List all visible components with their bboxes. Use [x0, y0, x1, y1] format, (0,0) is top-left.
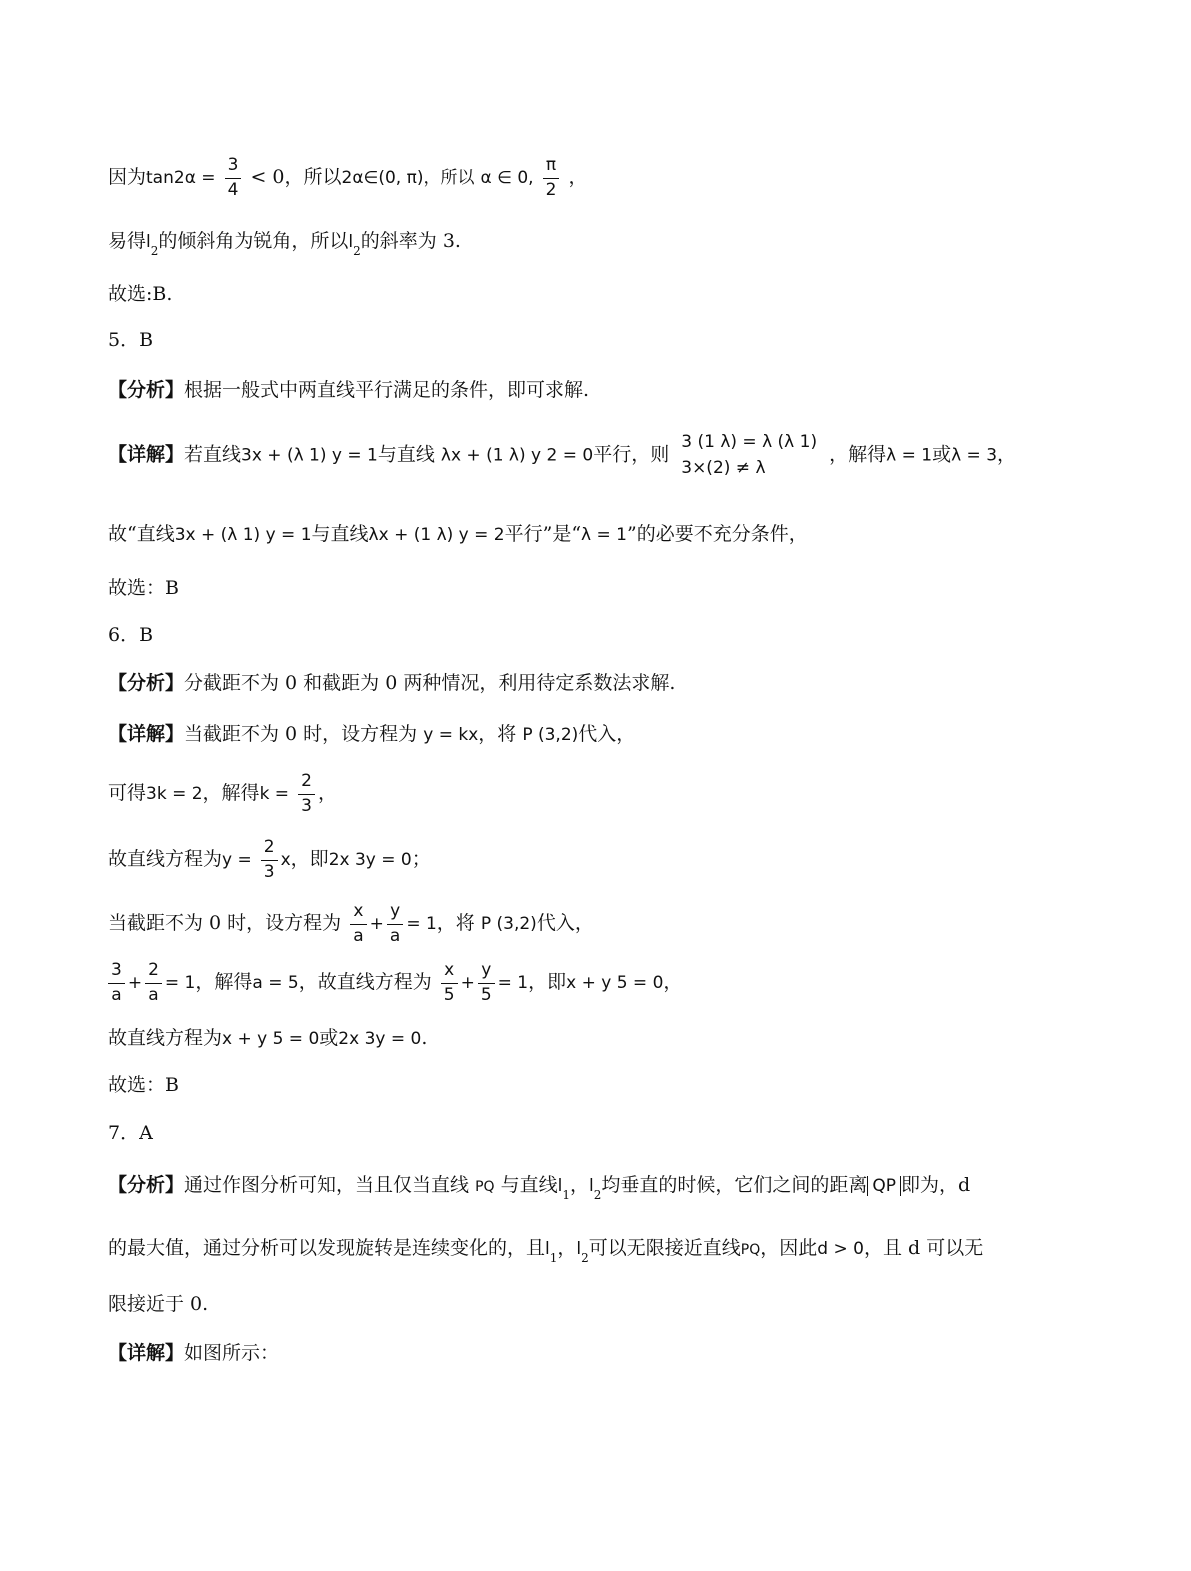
analysis-line [108, 1176, 970, 1201]
text: ，故直线方程为 [298, 971, 432, 994]
text: ，即 [528, 971, 567, 994]
section-tag: 【分析】 [108, 672, 185, 694]
text: 或 [319, 1027, 339, 1049]
answer-line: 故选:B. [108, 283, 173, 305]
text: ，即 [290, 848, 329, 871]
subscript: 1 [562, 1188, 570, 1202]
equation: 3 (1 λ) = λ (λ 1) [681, 432, 818, 452]
subscript: 2 [581, 1251, 589, 1265]
fraction-denominator: a [111, 984, 122, 1005]
formula: 3x + (λ 1) y = 1 [174, 525, 312, 545]
line-symbol: l [146, 232, 151, 252]
text-line: 限接近于 0. [108, 1293, 209, 1315]
text: 故直线方程为 [108, 848, 223, 871]
fraction [145, 961, 162, 1005]
formula: λ = 1 [581, 525, 627, 545]
fraction-denominator: 2 [545, 179, 557, 200]
text-line [108, 961, 682, 1005]
fraction-numerator: 3 [108, 961, 125, 984]
fraction [441, 961, 458, 1005]
section-tag: 【详解】 [108, 723, 185, 745]
fraction-numerator: 3 [225, 156, 242, 179]
fraction-numerator: 2 [145, 961, 162, 984]
formula: d > 0 [817, 1239, 864, 1259]
line-symbol: l [589, 1176, 594, 1196]
text: 可以无限接近直线 [588, 1237, 741, 1259]
text: 因为 [108, 166, 147, 189]
subscript: 2 [150, 244, 159, 258]
text-line [108, 902, 594, 946]
formula: 2α∈(0, π)，所以 [341, 168, 475, 189]
fraction-denominator: 3 [263, 861, 275, 882]
text: ”的必要不充分条件， [626, 523, 808, 545]
text: ， [317, 782, 337, 805]
answer-line: 故选：B [108, 577, 179, 599]
formula: 2x 3y = 0 [338, 1029, 422, 1049]
equation-system [681, 430, 817, 481]
fraction [350, 902, 366, 946]
equation: 3×(2) ≠ λ [681, 457, 766, 478]
fraction-denominator: 5 [480, 984, 492, 1005]
text: ，将 [436, 912, 475, 935]
text: 代入， [536, 912, 594, 935]
text: 分截距不为 0 和截距为 0 两种情况，利用待定系数法求解. [184, 672, 676, 694]
text: . [421, 1027, 428, 1049]
text: 根据一般式中两直线平行满足的条件，即可求解. [184, 379, 590, 401]
section-tag: 【分析】 [108, 379, 185, 401]
formula: a = 5 [252, 973, 299, 994]
formula: λx + (1 λ) y = 2 [368, 525, 505, 545]
text-line [108, 1239, 983, 1264]
detail-line [108, 725, 635, 744]
fraction-numerator: y [478, 961, 495, 984]
formula: 3k = 2 [146, 784, 203, 805]
fraction-numerator: π [543, 156, 560, 179]
text: 与直线 [500, 1174, 558, 1196]
formula: y = [222, 850, 252, 871]
answer-line: 故选：B [108, 1074, 179, 1096]
text: 通过作图分析可知，当且仅当直线 [184, 1174, 470, 1196]
fraction [108, 961, 125, 1005]
fraction-denominator: 5 [443, 984, 455, 1005]
text: ， [997, 443, 1017, 466]
fraction-numerator: y [387, 902, 403, 925]
formula: λx + (1 λ) y 2 = 0 [440, 445, 594, 466]
question-number: 5．B [108, 329, 154, 351]
formula: tan2α = [146, 168, 216, 189]
text: ， [557, 1237, 577, 1259]
text-line [108, 232, 461, 257]
text: ， [663, 971, 683, 994]
operator: + [460, 973, 475, 994]
line-symbol: l [545, 1239, 550, 1259]
text: ， [569, 1174, 589, 1196]
text: 平行，则 [593, 443, 670, 466]
formula: PQ [475, 1179, 495, 1195]
subscript: 2 [593, 1188, 602, 1202]
detail-line [108, 430, 1016, 481]
text: 若直线 [184, 443, 242, 466]
text: 与直线 [311, 523, 369, 545]
fraction [261, 838, 278, 882]
analysis-line [108, 674, 675, 693]
text: ； [411, 848, 431, 871]
fraction [478, 961, 495, 1005]
operator: + [369, 914, 384, 935]
text-line [108, 1029, 427, 1048]
fraction-numerator: 2 [298, 772, 315, 795]
text-line [108, 772, 337, 816]
text-line [108, 156, 588, 200]
text: 如图所示： [184, 1342, 280, 1364]
text: ，解得 [195, 971, 253, 994]
question-number: 7．A [108, 1122, 153, 1144]
line-symbol: l [557, 1176, 563, 1196]
formula: = 1 [164, 973, 196, 994]
fraction-denominator: a [389, 925, 401, 946]
fraction-denominator: 3 [301, 795, 312, 816]
formula: k = [259, 784, 290, 805]
fraction-denominator: a [353, 925, 364, 946]
fraction-numerator: x [350, 902, 366, 925]
text: ，解得 [829, 443, 887, 466]
detail-line [108, 1344, 279, 1363]
analysis-line [108, 381, 589, 400]
text: 的最大值，通过分析可以发现旋转是连续变化的，且 [108, 1237, 546, 1259]
formula: = 1 [497, 973, 529, 994]
text: 的斜率为 3. [360, 230, 461, 252]
fraction-denominator: 4 [227, 179, 239, 200]
operator: + [127, 973, 143, 994]
text: 与直线 [377, 443, 435, 466]
question-number: 6．B [108, 624, 154, 646]
subscript: 1 [549, 1251, 558, 1265]
formula: λ = 1 [886, 445, 933, 466]
line-symbol: l [576, 1239, 582, 1259]
formula: QP [867, 1176, 901, 1196]
formula: P (3,2) [522, 725, 579, 745]
formula: x + y 5 = 0 [222, 1029, 320, 1049]
text-line [108, 838, 431, 882]
text: 故“直线 [108, 523, 175, 545]
formula: PQ [740, 1242, 761, 1258]
fraction-denominator: a [148, 984, 159, 1005]
formula: P (3,2) [480, 914, 537, 935]
formula: 2x 3y = 0 [328, 850, 412, 871]
fraction-numerator: 2 [261, 838, 278, 861]
text: 的倾斜角为锐角，所以 [158, 230, 349, 252]
formula: x + y 5 = 0 [566, 973, 664, 994]
formula: = 1 [406, 914, 437, 935]
text: 代入， [578, 723, 636, 745]
text: ，将 [478, 723, 517, 745]
formula: 3x + (λ 1) y = 1 [241, 445, 378, 466]
formula: λ = 3 [951, 445, 998, 466]
fraction [387, 902, 403, 946]
text: < 0，所以 [250, 166, 342, 189]
text: 即为，d [901, 1174, 971, 1196]
fraction [298, 772, 315, 816]
fraction [543, 156, 560, 200]
fraction [225, 156, 242, 200]
text-line [108, 525, 808, 544]
text: 当截距不为 0 时，设方程为 [184, 723, 418, 745]
text: 平行”是“ [504, 523, 582, 545]
section-tag: 【详解】 [108, 1342, 185, 1364]
subscript: 2 [353, 244, 361, 258]
text: 易得 [108, 230, 147, 252]
text: 可得 [108, 782, 147, 805]
line-symbol: l [348, 232, 354, 252]
text: 当截距不为 0 时，设方程为 [108, 912, 342, 935]
text: ，解得 [202, 782, 260, 805]
text: 或 [932, 443, 952, 466]
text: ， [568, 166, 588, 189]
formula: x [280, 850, 291, 871]
text: ，且 d 可以无 [863, 1237, 984, 1259]
text: 均垂直的时候，它们之间的距离 [601, 1174, 868, 1196]
formula: y = kx [423, 725, 479, 745]
section-tag: 【分析】 [108, 1174, 185, 1196]
text: 故直线方程为 [108, 1027, 223, 1049]
fraction-numerator: x [441, 961, 458, 984]
text: ，因此 [760, 1237, 818, 1259]
formula: α ∈ 0, [480, 168, 534, 189]
section-tag: 【详解】 [108, 443, 185, 466]
